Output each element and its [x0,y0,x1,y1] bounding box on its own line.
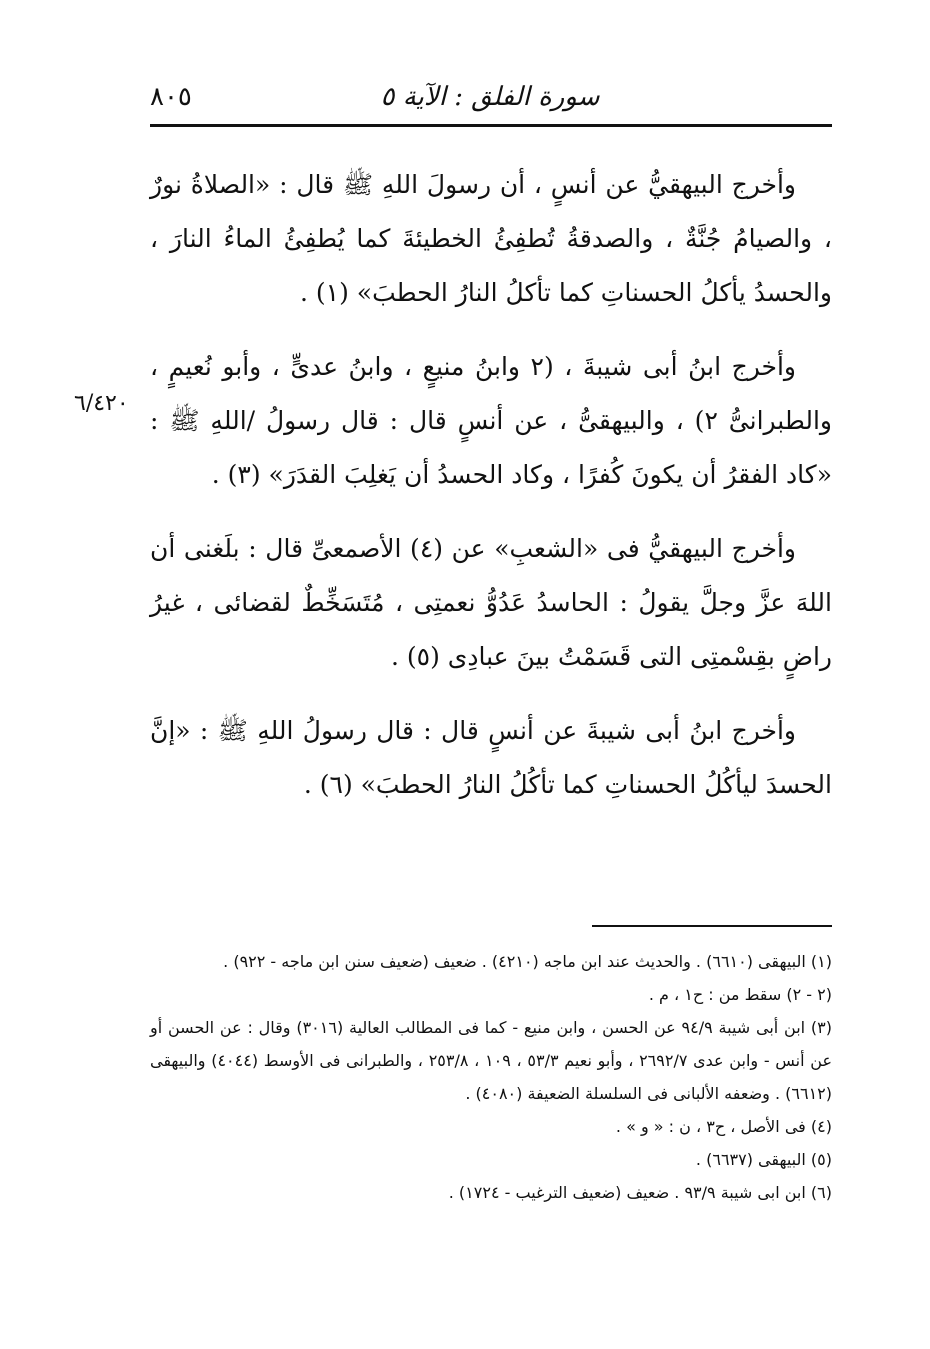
footnote-rule [592,925,832,927]
paragraph: وأخرج البيهقيُّ عن أنسٍ ، أن رسولَ اللهِ ﷺ قال : «الصلاةُ نورٌ ، والصيامُ جُنَّةٌ ، والصدقةُ تُطفِئُ الخطيئةَ كما يُطفِئُ الماءُ النارَ ، والحسدُ يأكلُ الحسناتِ كما تأكلُ النارُ الحطبَ» (١) . [150,170,832,307]
footnote: (٢ - ٢) سقط من : ح١ ، م . [648,985,832,1004]
paragraph: وأخرج البيهقيُّ فى «الشعبِ» عن (٤) الأصمعىِّ قال : بلَغنى أن اللهَ عزَّ وجلَّ يقولُ : الحاسدُ عَدُوُّ نعمتِى ، مُتَسَخِّطٌ لقضائى ، غيرُ راضٍ بقِسْمتِى التى قَسَمْتُ بينَ عبادِى (٥) . [150,534,832,671]
margin-reference: ٦/٤٢٠ [74,391,129,416]
header-rule [150,124,832,127]
main-text [150,158,832,832]
page-header [150,82,830,122]
page-number: ٨٠٥ [150,82,192,112]
paragraph: وأخرج ابنُ أبى شيبةَ عن أنسٍ قال : قال رسولُ اللهِ ﷺ : «إنَّ الحسدَ ليأكُلُ الحسناتِ كما تأكُلُ النارُ الحطبَ» (٦) . [150,716,832,799]
footnote: (٥) البيهقى (٦٦٣٧) . [695,1150,832,1169]
footnote: (١) البيهقى (٦٦١٠) . والحديث عند ابن ماجه (٤٢١٠) . ضعيف (ضعيف سنن ابن ماجه - ٩٢٢) . [223,952,832,971]
footnote: (٤) فى الأصل ، ح٣ ، ن : « و » . [615,1117,832,1136]
footnotes [150,945,832,1209]
paragraph: وأخرج ابنُ أبى شيبةَ ، (٢ وابنُ منيعٍ ، وابنُ عدىٍّ ، وأبو نُعيمٍ ، والطبرانىُّ ٢) ، والبيهقىُّ ، عن أنسٍ قال : قال رسولُ /اللهِ ﷺ : «كاد الفقرُ أن يكونَ كُفرًا ، وكاد الحسدُ أن يَغلِبَ القدَرَ» (٣) . [150,352,832,489]
footnote: (٦) ابن ابى شيبة ٩٣/٩ . ضعيف (ضعيف الترغيب - ١٧٢٤) . [448,1183,832,1202]
running-title: سورة الفلق : الآية ٥ [380,82,600,112]
footnote: (٣) ابن أبى شيبة ٩٤/٩ عن الحسن ، وابن منيع - كما فى المطالب العالية (٣٠١٦) وقال : عن الحسن أو عن أنس - وابن عدى ٢٦٩٢/٧ ، وأبو نعيم ٥٣/٣ ، ١٠٩ ، ٢٥٣/٨ ، والطبرانى فى الأوسط (٤٠٤٤) والبيهقى (٦٦١٢) . وضعفه الألبانى فى السلسلة الضعيفة (٤٠٨٠) . [150,1018,833,1103]
